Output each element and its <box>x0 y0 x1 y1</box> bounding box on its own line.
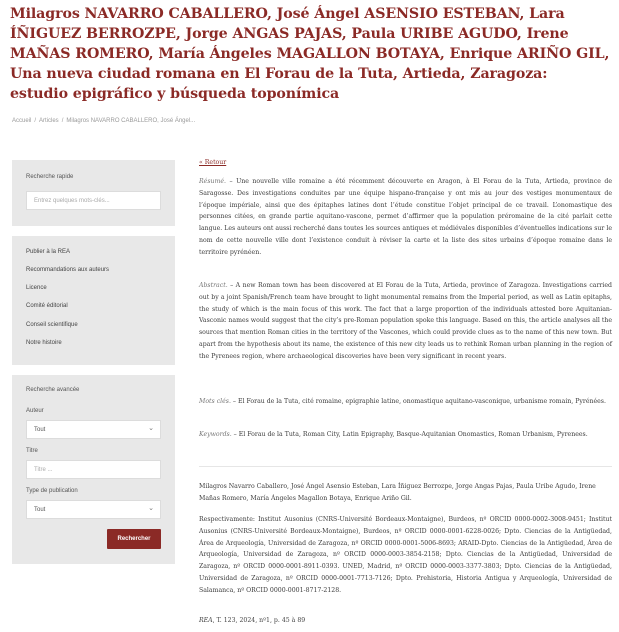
quick-search-label: Recherche rapide <box>26 174 74 180</box>
author-select[interactable] <box>26 420 161 439</box>
back-link[interactable]: « Retour <box>199 159 227 166</box>
search-button[interactable]: Rechercher <box>107 529 161 549</box>
sidebar-link-conseil[interactable]: Conseil scientifique <box>26 322 78 328</box>
resume-label: Résumé. <box>199 178 226 185</box>
quick-search-input[interactable]: Entrez quelques mots-clés... <box>26 191 161 210</box>
pubtype-select[interactable] <box>26 500 161 519</box>
advanced-search-panel <box>12 375 175 564</box>
abstract-paragraph <box>199 280 612 363</box>
sidebar-link-publier[interactable]: Publier à la REA <box>26 249 71 255</box>
keywords-label: Keywords. <box>199 431 232 438</box>
authors-paragraph: Milagros Navarro Caballero, José Ángel Asensio Esteban, Lara Íñiguez Berrozpe, Jorge Angas Pajas, Paula Uribe Agudo, Irene Mañas Romero, María Ángeles Magallon Botaya, Enrique Ariño Gil. <box>199 483 596 502</box>
motscles-text: – El Forau de la Tuta, cité romaine, epigraphie latine, onomastique aquitano-vasconique, urbanisme romain, Pyrénées. <box>230 398 606 405</box>
affiliations-paragraph: Respectivamente: Institut Ausonius (CNRS-Université Bordeaux-Montaigne), Burdeos, nº ORCID 0000-0002-3008-9451; Institut Ausonius (CNRS-Université Bordeaux-Montaigne), Burdeos, nº ORCID 0000-0001-6228-0026; Dpto. Ciencias de la Antigüedad, Área de Arqueología, Universidad de Zaragoza, nº ORCID 0000-0001-5006-8693; ARAID-Dpto. Ciencias de la Antigüedad, Área de Arqueología, Universidad de Zaragoza, nº ORCID 0000-0003-3854-2158; Dpto. Ciencias de la Antigüedad, Universidad de Zaragoza, nº ORCID 0000-0001-8911-0393. UNED, Madrid, nº ORCID 0000-0003-3377-3803; Dpto. Ciencias de la Antigüedad, Universidad de Zaragoza, nº ORCID 0000-0001-7713-7126; Dpto. Prehistoria, Historia Antigua y Arqueología, Universidad de Salamanca, nº ORCID 0000-0001-8717-2128. <box>199 516 612 594</box>
divider <box>199 466 612 467</box>
breadcrumb-separator: / <box>34 118 37 124</box>
breadcrumb-separator: / <box>61 118 64 124</box>
keywords-paragraph <box>199 429 612 441</box>
citation-journal: REA <box>199 617 213 624</box>
chevron-down-icon: ⌄ <box>148 425 154 432</box>
citation <box>199 617 305 624</box>
sidebar-link-comite[interactable]: Comité éditorial <box>26 303 68 309</box>
chevron-down-icon: ⌄ <box>148 505 154 512</box>
sidebar-links-panel <box>12 236 175 365</box>
pubtype-label: Type de publication <box>26 488 78 494</box>
sidebar-link-licence[interactable]: Licence <box>26 285 47 291</box>
breadcrumb-articles[interactable]: Articles <box>39 118 59 124</box>
title-label: Titre <box>26 448 38 454</box>
sidebar-link-recommandations[interactable]: Recommandations aux auteurs <box>26 267 110 273</box>
breadcrumb-home[interactable]: Accueil <box>12 118 32 124</box>
advanced-search-label: Recherche avancée <box>26 387 80 393</box>
breadcrumb-current: Milagros NAVARRO CABALLERO, José Ángel... <box>66 118 196 124</box>
motscles-paragraph <box>199 396 612 408</box>
citation-details: , T. 123, 2024, nº1, p. 45 à 89 <box>212 617 306 624</box>
motscles-label: Mots clés. <box>199 398 231 405</box>
quick-search-panel <box>12 160 175 226</box>
pubtype-select-value: Tout <box>34 507 46 513</box>
abstract-label: Abstract. <box>199 282 228 289</box>
abstract-text: – A new Roman town has been discovered at El Forau de la Tuta, Artieda, province of Zaragoza. Investigations carried out by a joint Spanish/French team have brought to light monumental remains from the Imperial period, as well as Latin epitaphs, the study of which is the main focus of this work. The fact that a large proportion of the individuals attested bore Aquitanian-Vasconic names would suggest that the city’s pre-Roman population spoke this language. Based on this, the article analyses all the sources that mention Roman cities in the territory of the Vascones, which could provide clues as to the name of this new town. But apart from the hypothesis about its name, the existence of this new city leads us to rethink Roman urban planning in the region of the Pyrenees region, where archaeological discoveries have been very significant in recent years. <box>199 282 612 360</box>
title-input[interactable]: Titre ... <box>26 460 161 479</box>
sidebar-link-histoire[interactable]: Notre histoire <box>26 340 62 346</box>
author-select-value: Tout <box>34 427 46 433</box>
article-title: Milagros NAVARRO CABALLERO, José Ángel ASENSIO ESTEBAN, Lara ÍÑIGUEZ BERROZPE, Jorge ANGAS PAJAS, Paula URIBE AGUDO, Irene MAÑAS ROMERO, María Ángeles MAGALLON BOTAYA, Enrique ARIÑO GIL, Una nueva ciudad romana en El Forau de la Tuta, Artieda, Zaragoza: estudio epigráfico y búsqueda toponímica <box>10 6 610 102</box>
resume-text: – Une nouvelle ville romaine a été récemment découverte en Aragon, à El Forau de la Tuta, Artieda, province de Saragosse. Des investigations conduites par une équipe hispano-française y ont mis au jour des vestiges monumentaux de l’époque impériale, ainsi que des épitaphes latines dont l’étude constitue l’objet principal de ce travail. L’onomastique des personnes citées, en grande partie aquitano-vascone, permet d’affirmer que la population préromaine de la cité parlait cette langue. Les auteurs ont aussi recherché dans toutes les sources antiques et médiévales disponibles d’éventuelles indications sur le nom de cette nouvelle ville dont l’existence conduit à réviser la carte et la liste des sites urbains d’époque romaine dans le territoire pyrénéen. <box>199 178 612 256</box>
resume-paragraph <box>199 176 612 259</box>
keywords-text: – El Forau de la Tuta, Roman City, Latin Epigraphy, Basque-Aquitanian Onomastics, Roman Urbanism, Pyrenees. <box>231 431 588 438</box>
author-label: Auteur <box>26 408 44 414</box>
breadcrumb <box>12 118 195 124</box>
